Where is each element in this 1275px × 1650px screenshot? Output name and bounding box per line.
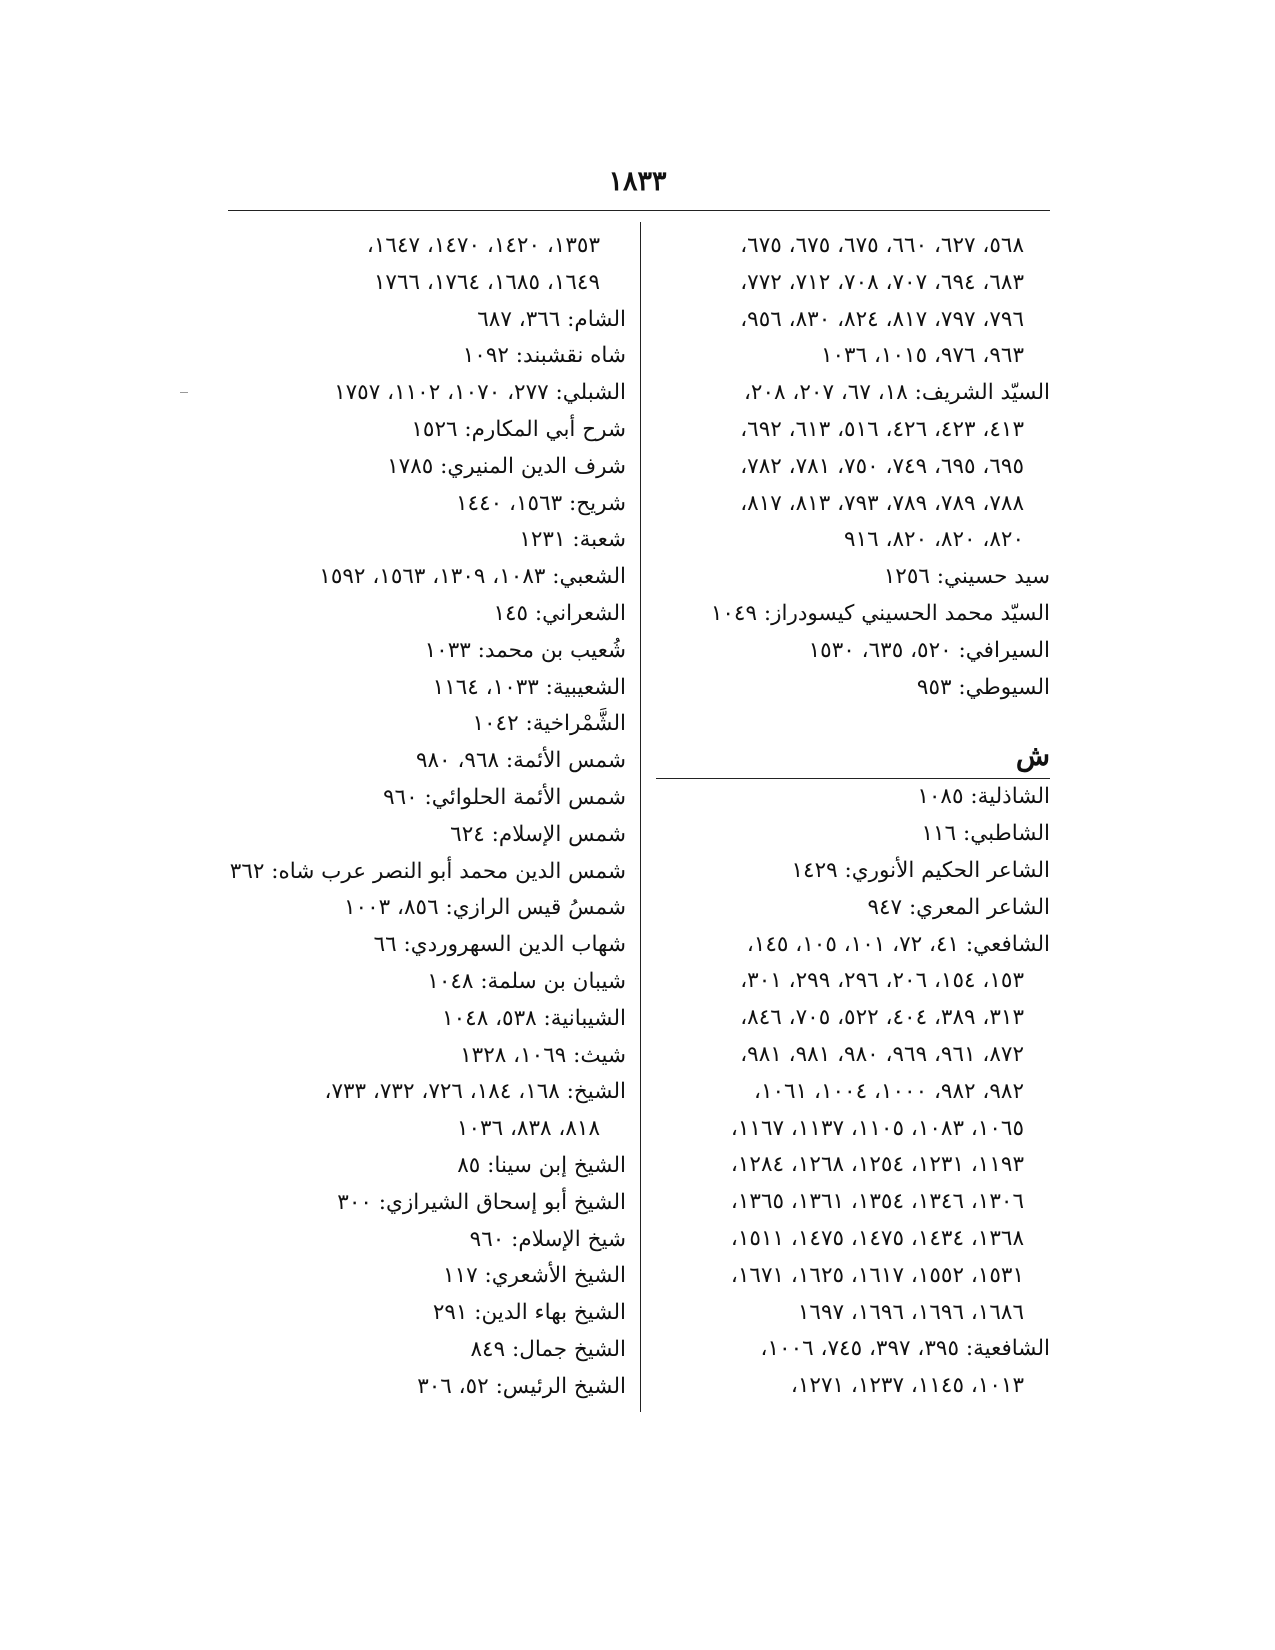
index-entry xyxy=(228,743,626,780)
entry-text: الشام: ٣٦٦، ٦٨٧ xyxy=(477,306,626,332)
index-entry xyxy=(228,1185,626,1222)
entry-text: شمس الأئمة الحلوائي: ٩٦٠ xyxy=(383,784,626,810)
index-entry xyxy=(228,596,626,633)
index-entry-continuation xyxy=(656,412,1050,449)
index-entry xyxy=(228,1148,626,1185)
entry-text: شمس الإسلام: ٦٢٤ xyxy=(450,821,626,847)
column-divider xyxy=(640,222,641,1412)
entry-text: شمسُ قيس الرازي: ٨٥٦، ١٠٠٣ xyxy=(344,895,626,921)
entry-text: الشيخ جمال: ٨٤٩ xyxy=(470,1336,626,1362)
entry-text: الشاعر الحكيم الأنوري: ١٤٢٩ xyxy=(791,857,1050,883)
entry-text: الشاعر المعري: ٩٤٧ xyxy=(867,894,1050,920)
entries-list xyxy=(228,228,626,1406)
entry-text: ٨١٨، ٨٣٨، ١٠٣٦ xyxy=(456,1116,600,1142)
index-entry xyxy=(228,1332,626,1369)
index-entry xyxy=(656,670,1050,707)
entry-text: سيد حسيني: ١٢٥٦ xyxy=(883,564,1050,590)
index-entry-continuation xyxy=(656,302,1050,339)
index-entry-continuation xyxy=(656,522,1050,559)
index-entry xyxy=(656,596,1050,633)
entry-text: ١٠٦٥، ١٠٨٣، ١١٠٥، ١١٣٧، ١١٦٧، xyxy=(730,1115,1024,1141)
entry-text: الشعراني: ١٤٥ xyxy=(493,600,626,626)
entry-text: شيث: ١٠٦٩، ١٣٢٨ xyxy=(460,1042,626,1068)
index-entry xyxy=(228,633,626,670)
entry-text: ٨٢٠، ٨٢٠، ٨٢٠، ٩١٦ xyxy=(844,527,1024,553)
index-entry xyxy=(228,927,626,964)
entry-text: الشافعي: ٤١، ٧٢، ١٠١، ١٠٥، ١٤٥، xyxy=(746,931,1050,957)
index-entry xyxy=(656,890,1050,927)
index-entry-continuation xyxy=(656,1184,1050,1221)
entry-text: شرح أبي المكارم: ١٥٢٦ xyxy=(411,416,626,442)
entries-before-heading xyxy=(656,228,1050,706)
entry-text: شيخ الإسلام: ٩٦٠ xyxy=(469,1226,626,1252)
entries-after-heading xyxy=(656,779,1050,1405)
index-entry-continuation xyxy=(656,1258,1050,1295)
index-entry xyxy=(228,1258,626,1295)
index-entry xyxy=(228,780,626,817)
entry-text: شمس الدين محمد أبو النصر عرب شاه: ٣٦٢ xyxy=(229,858,626,884)
index-entry xyxy=(228,890,626,927)
index-column-right xyxy=(656,228,1050,1405)
index-entry xyxy=(228,338,626,375)
entry-text: ١٣٠٦، ١٣٤٦، ١٣٥٤، ١٣٦١، ١٣٦٥، xyxy=(730,1189,1024,1215)
index-entry xyxy=(228,964,626,1001)
entry-text: السيوطي: ٩٥٣ xyxy=(916,674,1050,700)
entry-text: شريح: ١٥٦٣، ١٤٤٠ xyxy=(455,490,626,516)
entry-text: ٧٩٦، ٧٩٧، ٨١٧، ٨٢٤، ٨٣٠، ٩٥٦، xyxy=(740,306,1024,332)
index-entry-continuation xyxy=(656,338,1050,375)
entry-text: الشاطبي: ١١٦ xyxy=(921,821,1050,847)
entry-text: ٦٩٥، ٦٩٥، ٧٤٩، ٧٥٠، ٧٨١، ٧٨٢، xyxy=(740,453,1024,479)
entry-text: شمس الأئمة: ٩٦٨، ٩٨٠ xyxy=(415,748,626,774)
entry-text: الشيبانية: ٥٣٨، ١٠٤٨ xyxy=(442,1005,626,1031)
index-entry xyxy=(228,522,626,559)
entry-text: ٦٨٣، ٦٩٤، ٧٠٧، ٧٠٨، ٧١٢، ٧٧٢، xyxy=(740,269,1024,295)
index-entry xyxy=(228,706,626,743)
index-entry xyxy=(228,559,626,596)
index-entry xyxy=(228,817,626,854)
index-entry-continuation xyxy=(656,228,1050,265)
index-entry xyxy=(228,1038,626,1075)
index-entry xyxy=(228,1369,626,1406)
entry-text: الشيخ إبن سينا: ٨٥ xyxy=(457,1152,626,1178)
entry-text: الشيخ بهاء الدين: ٢٩١ xyxy=(432,1300,626,1326)
entry-text: شعبة: ١٢٣١ xyxy=(519,527,626,553)
entry-text: ١٣٦٨، ١٤٣٤، ١٤٧٥، ١٤٧٥، ١٥١١، xyxy=(730,1225,1024,1251)
header-rule xyxy=(228,210,1050,211)
index-entry-continuation xyxy=(656,1295,1050,1332)
index-entry-continuation xyxy=(656,1000,1050,1037)
entry-text: شرف الدين المنيري: ١٧٨٥ xyxy=(387,453,626,479)
index-entry-continuation xyxy=(228,265,626,302)
index-entry xyxy=(228,1074,626,1111)
index-entry-continuation xyxy=(656,1147,1050,1184)
entry-text: الشيخ: ١٦٨، ١٨٤، ٧٢٦، ٧٣٢، ٧٣٣، xyxy=(324,1079,626,1105)
entry-text: شُعيب بن محمد: ١٠٣٣ xyxy=(424,637,626,663)
entry-text: الشاذلية: ١٠٨٥ xyxy=(917,784,1050,810)
entry-text: الشعيبية: ١٠٣٣، ١١٦٤ xyxy=(432,674,626,700)
index-entry-continuation xyxy=(656,1221,1050,1258)
index-entry xyxy=(656,779,1050,816)
index-entry xyxy=(228,670,626,707)
index-entry xyxy=(228,854,626,891)
entry-text: الشيخ الرئيس: ٥٢، ٣٠٦ xyxy=(417,1373,626,1399)
margin-mark xyxy=(180,392,188,393)
index-entry xyxy=(228,375,626,412)
entry-text: الشبلي: ٢٧٧، ١٠٧٠، ١١٠٢، ١٧٥٧ xyxy=(334,380,626,406)
index-entry xyxy=(228,412,626,449)
index-entry xyxy=(228,486,626,523)
index-entry-continuation xyxy=(656,265,1050,302)
index-entry xyxy=(656,853,1050,890)
entry-text: شهاب الدين السهروردي: ٦٦ xyxy=(373,932,626,958)
index-entry xyxy=(228,449,626,486)
letter-heading: ش xyxy=(656,738,1050,779)
index-entry xyxy=(228,1001,626,1038)
entry-text: ٣١٣، ٣٨٩، ٤٠٤، ٥٢٢، ٧٠٥، ٨٤٦، xyxy=(740,1005,1024,1031)
entry-text: ١٦٨٦، ١٦٩٦، ١٦٩٦، ١٦٩٧ xyxy=(797,1299,1024,1325)
entry-text: شيبان بن سلمة: ١٠٤٨ xyxy=(427,968,626,994)
entry-text: السيّد الشريف: ١٨، ٦٧، ٢٠٧، ٢٠٨، xyxy=(743,380,1050,406)
index-entry xyxy=(656,559,1050,596)
entry-text: ١١٩٣، ١٢٣١، ١٢٥٤، ١٢٦٨، ١٢٨٤، xyxy=(730,1152,1024,1178)
entry-text: الشافعية: ٣٩٥، ٣٩٧، ٧٤٥، ١٠٠٦، xyxy=(760,1336,1050,1362)
index-entry-continuation xyxy=(656,963,1050,1000)
entry-text: ٩٦٣، ٩٧٦، ١٠١٥، ١٠٣٦ xyxy=(820,343,1024,369)
entry-text: شاه نقشبند: ١٠٩٢ xyxy=(462,343,626,369)
entry-text: الشعبي: ١٠٨٣، ١٣٠٩، ١٥٦٣، ١٥٩٢ xyxy=(319,564,626,590)
index-entry xyxy=(656,375,1050,412)
entry-text: ١٦٤٩، ١٦٨٥، ١٧٦٤، ١٧٦٦ xyxy=(373,269,600,295)
index-entry xyxy=(656,633,1050,670)
index-entry-continuation xyxy=(656,1111,1050,1148)
index-entry-continuation xyxy=(656,449,1050,486)
index-entry xyxy=(656,927,1050,964)
index-entry-continuation xyxy=(656,1074,1050,1111)
entry-text: ١٥٣١، ١٥٥٢، ١٦١٧، ١٦٢٥، ١٦٧١، xyxy=(730,1262,1024,1288)
index-entry-continuation xyxy=(656,1368,1050,1405)
entry-text: ٨٧٢، ٩٦١، ٩٦٩، ٩٨٠، ٩٨١، ٩٨١، xyxy=(740,1041,1024,1067)
entry-text: الشيخ الأشعري: ١١٧ xyxy=(443,1263,626,1289)
entry-text: السيرافي: ٥٢٠، ٦٣٥، ١٥٣٠ xyxy=(808,637,1050,663)
index-entry xyxy=(656,1331,1050,1368)
entry-text: ١٣٥٣، ١٤٢٠، ١٤٧٠، ١٦٤٧، xyxy=(366,233,600,258)
entry-text: الشيخ أبو إسحاق الشيرازي: ٣٠٠ xyxy=(337,1189,626,1215)
entry-text: السيّد محمد الحسيني كيسودراز: ١٠٤٩ xyxy=(710,600,1050,626)
index-entry xyxy=(228,302,626,339)
index-entry-continuation xyxy=(228,228,626,265)
entry-text: ٧٨٨، ٧٨٩، ٧٨٩، ٧٩٣، ٨١٣، ٨١٧، xyxy=(740,490,1024,516)
index-entry-continuation xyxy=(228,1111,626,1148)
index-entry-continuation xyxy=(656,486,1050,523)
index-column-left xyxy=(228,228,626,1406)
index-entry xyxy=(228,1295,626,1332)
page-number: ١٨٣٣ xyxy=(608,166,667,197)
index-entry xyxy=(228,1222,626,1259)
entry-text: الشَّمْراخية: ١٠٤٢ xyxy=(472,711,626,737)
entry-text: ٩٨٢، ٩٨٢، ١٠٠٠، ١٠٠٤، ١٠٦١، xyxy=(754,1078,1024,1104)
entry-text: ٤١٣، ٤٢٣، ٤٢٦، ٥١٦، ٦١٣، ٦٩٢، xyxy=(740,416,1024,442)
entry-text: ١٠١٣، ١١٤٥، ١٢٣٧، ١٢٧١، xyxy=(790,1373,1024,1399)
index-entry xyxy=(656,816,1050,853)
index-entry-continuation xyxy=(656,1037,1050,1074)
entry-text: ٥٦٨، ٦٢٧، ٦٦٠، ٦٧٥، ٦٧٥، ٦٧٥، xyxy=(740,233,1024,258)
entry-text: ١٥٣، ١٥٤، ٢٠٦، ٢٩٦، ٢٩٩، ٣٠١، xyxy=(740,968,1024,994)
